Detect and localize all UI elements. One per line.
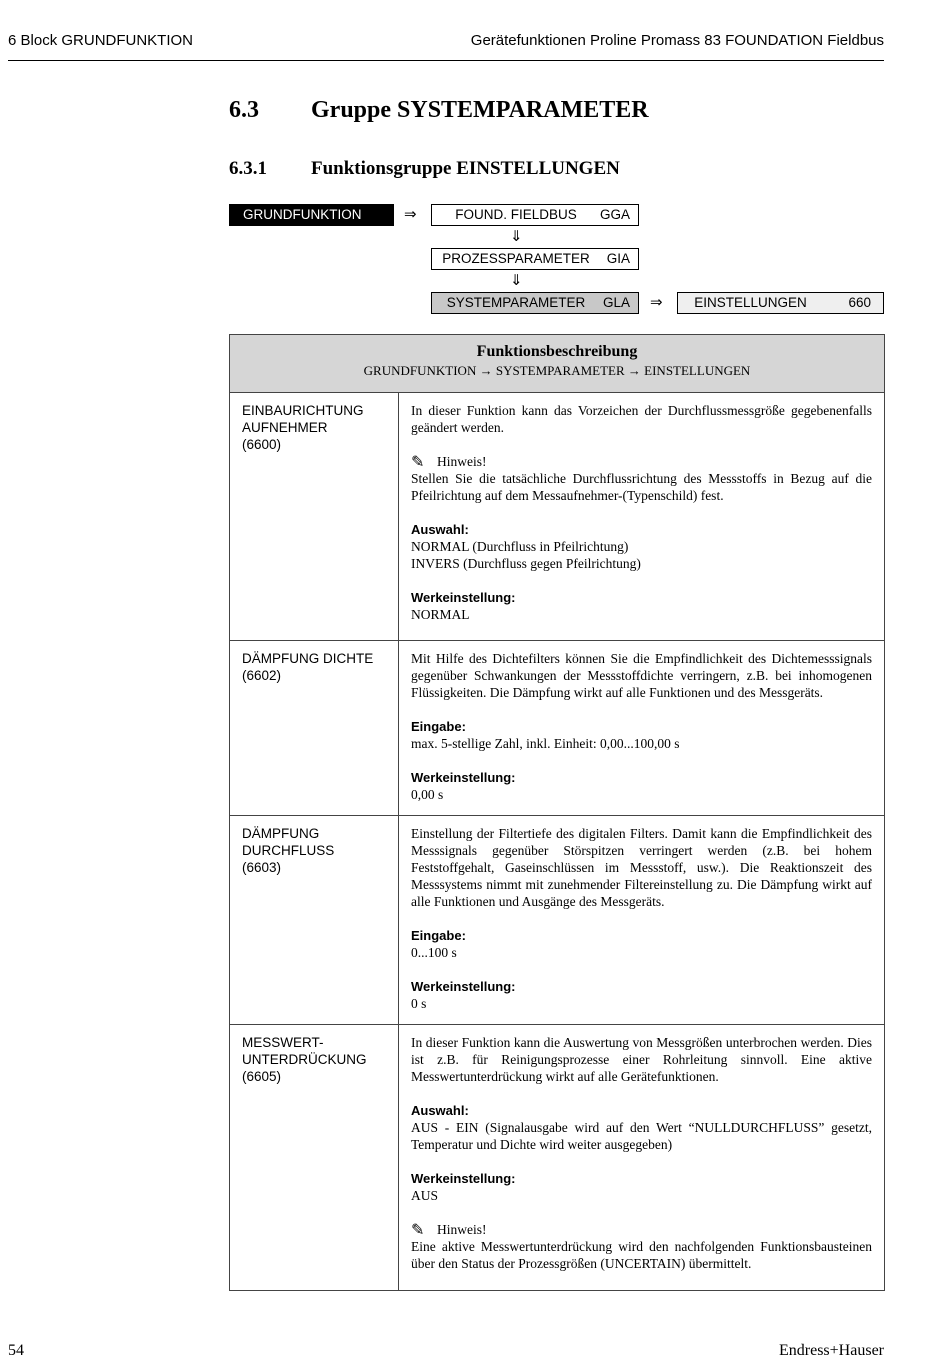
function-code: (6605) (242, 1069, 282, 1084)
nav-root-label: GRUNDFUNKTION (243, 207, 362, 222)
function-description-cell (399, 393, 885, 641)
description-text: Einstellung der Filtertiefe des digitalen Filters. Damit kann die Empfindlichkeit des Messsignals gegenüber Störspitzen verringert werden (z.B. bei hohem Feststoffgehalt, Gaseinschlüssen im Messstoff, usw.). Die Reaktionszeit des Messsystems nimmt mit zunehmender Filtereinstellung zu. Die Dämpfung wirkt auf alle Funktionen und Ausgänge des Messgeräts. (411, 826, 872, 909)
function-code: (6600) (242, 437, 282, 452)
function-name: DÄMPFUNG DICHTE (242, 651, 374, 666)
table-path: GRUNDFUNKTION → SYSTEMPARAMETER → EINSTELLUNGEN (363, 363, 751, 378)
nav-group-system (431, 292, 639, 314)
function-code: (6603) (242, 860, 282, 875)
function-name-cell (230, 816, 399, 1025)
selection-option: NORMAL (Durchfluss in Pfeilrichtung) (411, 539, 629, 554)
note-heading (411, 1221, 872, 1238)
subsection-title: Funktionsgruppe EINSTELLUNGEN (311, 158, 620, 179)
default-value: 0 s (411, 996, 427, 1011)
selection-label: Auswahl: (411, 522, 469, 537)
default-label: Werkeinstellung: (411, 1171, 516, 1186)
default-label: Werkeinstellung: (411, 590, 516, 605)
function-name-cell (230, 393, 399, 641)
function-name-cell (230, 641, 399, 816)
nav-group-code: GIA (606, 251, 630, 266)
nav-target-einstellungen (677, 292, 884, 314)
default-value: AUS (411, 1188, 439, 1203)
function-name: MESSWERT- (242, 1035, 324, 1050)
function-name: EINBAURICHTUNG (242, 403, 364, 418)
arrow-right-icon: ⇒ (404, 205, 417, 223)
note-heading (411, 453, 872, 470)
note-text: Eine aktive Messwertunterdrückung wird den nachfolgenden Funktionsbausteinen über den Status der Prozessgrößen (UNCERTAIN) übermittelt. (411, 1239, 872, 1271)
input-value: max. 5-stellige Zahl, inkl. Einheit: 0,00...100,00 s (411, 736, 680, 751)
table-row (230, 1025, 885, 1291)
selection-option: AUS - EIN (Signalausgabe wird auf den Wert “NULLDURCHFLUSS” gesetzt, Temperatur und Dichte wird weiter ausgegeben) (411, 1120, 872, 1152)
function-code: (6602) (242, 668, 282, 683)
input-label: Eingabe: (411, 928, 466, 943)
default-value: NORMAL (411, 607, 470, 622)
pencil-note-icon: ✎ (411, 452, 425, 471)
section-title: Gruppe SYSTEMPARAMETER (311, 97, 649, 123)
page-number: 54 (8, 1342, 24, 1359)
input-value: 0...100 s (411, 945, 457, 960)
subsection-heading (229, 158, 620, 180)
table-row (230, 393, 885, 641)
note-label: Hinweis! (437, 454, 487, 469)
pencil-note-icon: ✎ (411, 1220, 425, 1239)
nav-group-prozess (431, 248, 639, 270)
note-text: Stellen Sie die tatsächliche Durchflussrichtung des Messstoffs in Bezug auf die Pfeilrichtung auf dem Messaufnehmer-(Typenschild) fest. (411, 471, 872, 503)
running-header-right: Gerätefunktionen Proline Promass 83 FOUNDATION Fieldbus (470, 32, 884, 49)
selection-label: Auswahl: (411, 1103, 469, 1118)
nav-root-block (229, 204, 394, 226)
table-row (230, 816, 885, 1025)
description-text: In dieser Funktion kann die Auswertung von Messgrößen unterbrochen werden. Dies ist z.B. für Reinigungsprozesse einer Rohrleitung sinnvoll. Eine aktive Messwertunterdrückung wirkt auf alle Gerätefunktionen. (411, 1035, 872, 1084)
function-name: AUFNEHMER (242, 420, 328, 435)
input-label: Eingabe: (411, 719, 466, 734)
table-header-row (230, 335, 885, 393)
header-rule (8, 60, 884, 61)
nav-group-label: PROZESSPARAMETER (442, 251, 590, 266)
nav-group-code: GGA (599, 207, 630, 222)
table-header (230, 335, 885, 393)
function-description-cell (399, 816, 885, 1025)
function-name: DURCHFLUSS (242, 843, 335, 858)
brand-name: Endress+Hauser (779, 1342, 884, 1359)
arrow-right-icon: ⇒ (650, 293, 663, 311)
table-row (230, 641, 885, 816)
function-description-cell (399, 1025, 885, 1291)
nav-group-code: GLA (602, 295, 630, 310)
table-title: Funktionsbeschreibung (476, 343, 638, 360)
nav-target-code: 660 (848, 295, 871, 310)
function-name-cell (230, 1025, 399, 1291)
arrow-down-icon: ⇓ (510, 271, 523, 289)
nav-group-label: FOUND. FIELDBUS (455, 207, 577, 222)
nav-group-label: SYSTEMPARAMETER (446, 295, 586, 310)
note-label: Hinweis! (437, 1222, 487, 1237)
running-header-left: 6 Block GRUNDFUNKTION (8, 32, 194, 49)
section-number: 6.3 (229, 97, 259, 123)
default-label: Werkeinstellung: (411, 770, 516, 785)
arrow-down-icon: ⇓ (510, 227, 523, 245)
selection-option: INVERS (Durchfluss gegen Pfeilrichtung) (411, 556, 641, 571)
function-name: UNTERDRÜCKUNG (242, 1052, 367, 1067)
default-value: 0,00 s (411, 787, 444, 802)
section-heading (229, 97, 649, 124)
default-label: Werkeinstellung: (411, 979, 516, 994)
description-text: In dieser Funktion kann das Vorzeichen der Durchflussmessgröße gegebenenfalls geändert werden. (411, 403, 872, 435)
nav-group-fieldbus (431, 204, 639, 226)
function-table (229, 334, 885, 1291)
subsection-number: 6.3.1 (229, 158, 267, 179)
function-name: DÄMPFUNG (242, 826, 320, 841)
function-description-cell (399, 641, 885, 816)
description-text: Mit Hilfe des Dichtefilters können Sie die Empfindlichkeit des Dichtemesssignals gegenüber Schwankungen der Messstoffdichte verringern, z.B. bei inhomogenen Flüssigkeiten. Die Dämpfung wirkt auf alle Funktionen und des Messgeräts. (411, 651, 872, 700)
nav-target-label: EINSTELLUNGEN (694, 295, 807, 310)
